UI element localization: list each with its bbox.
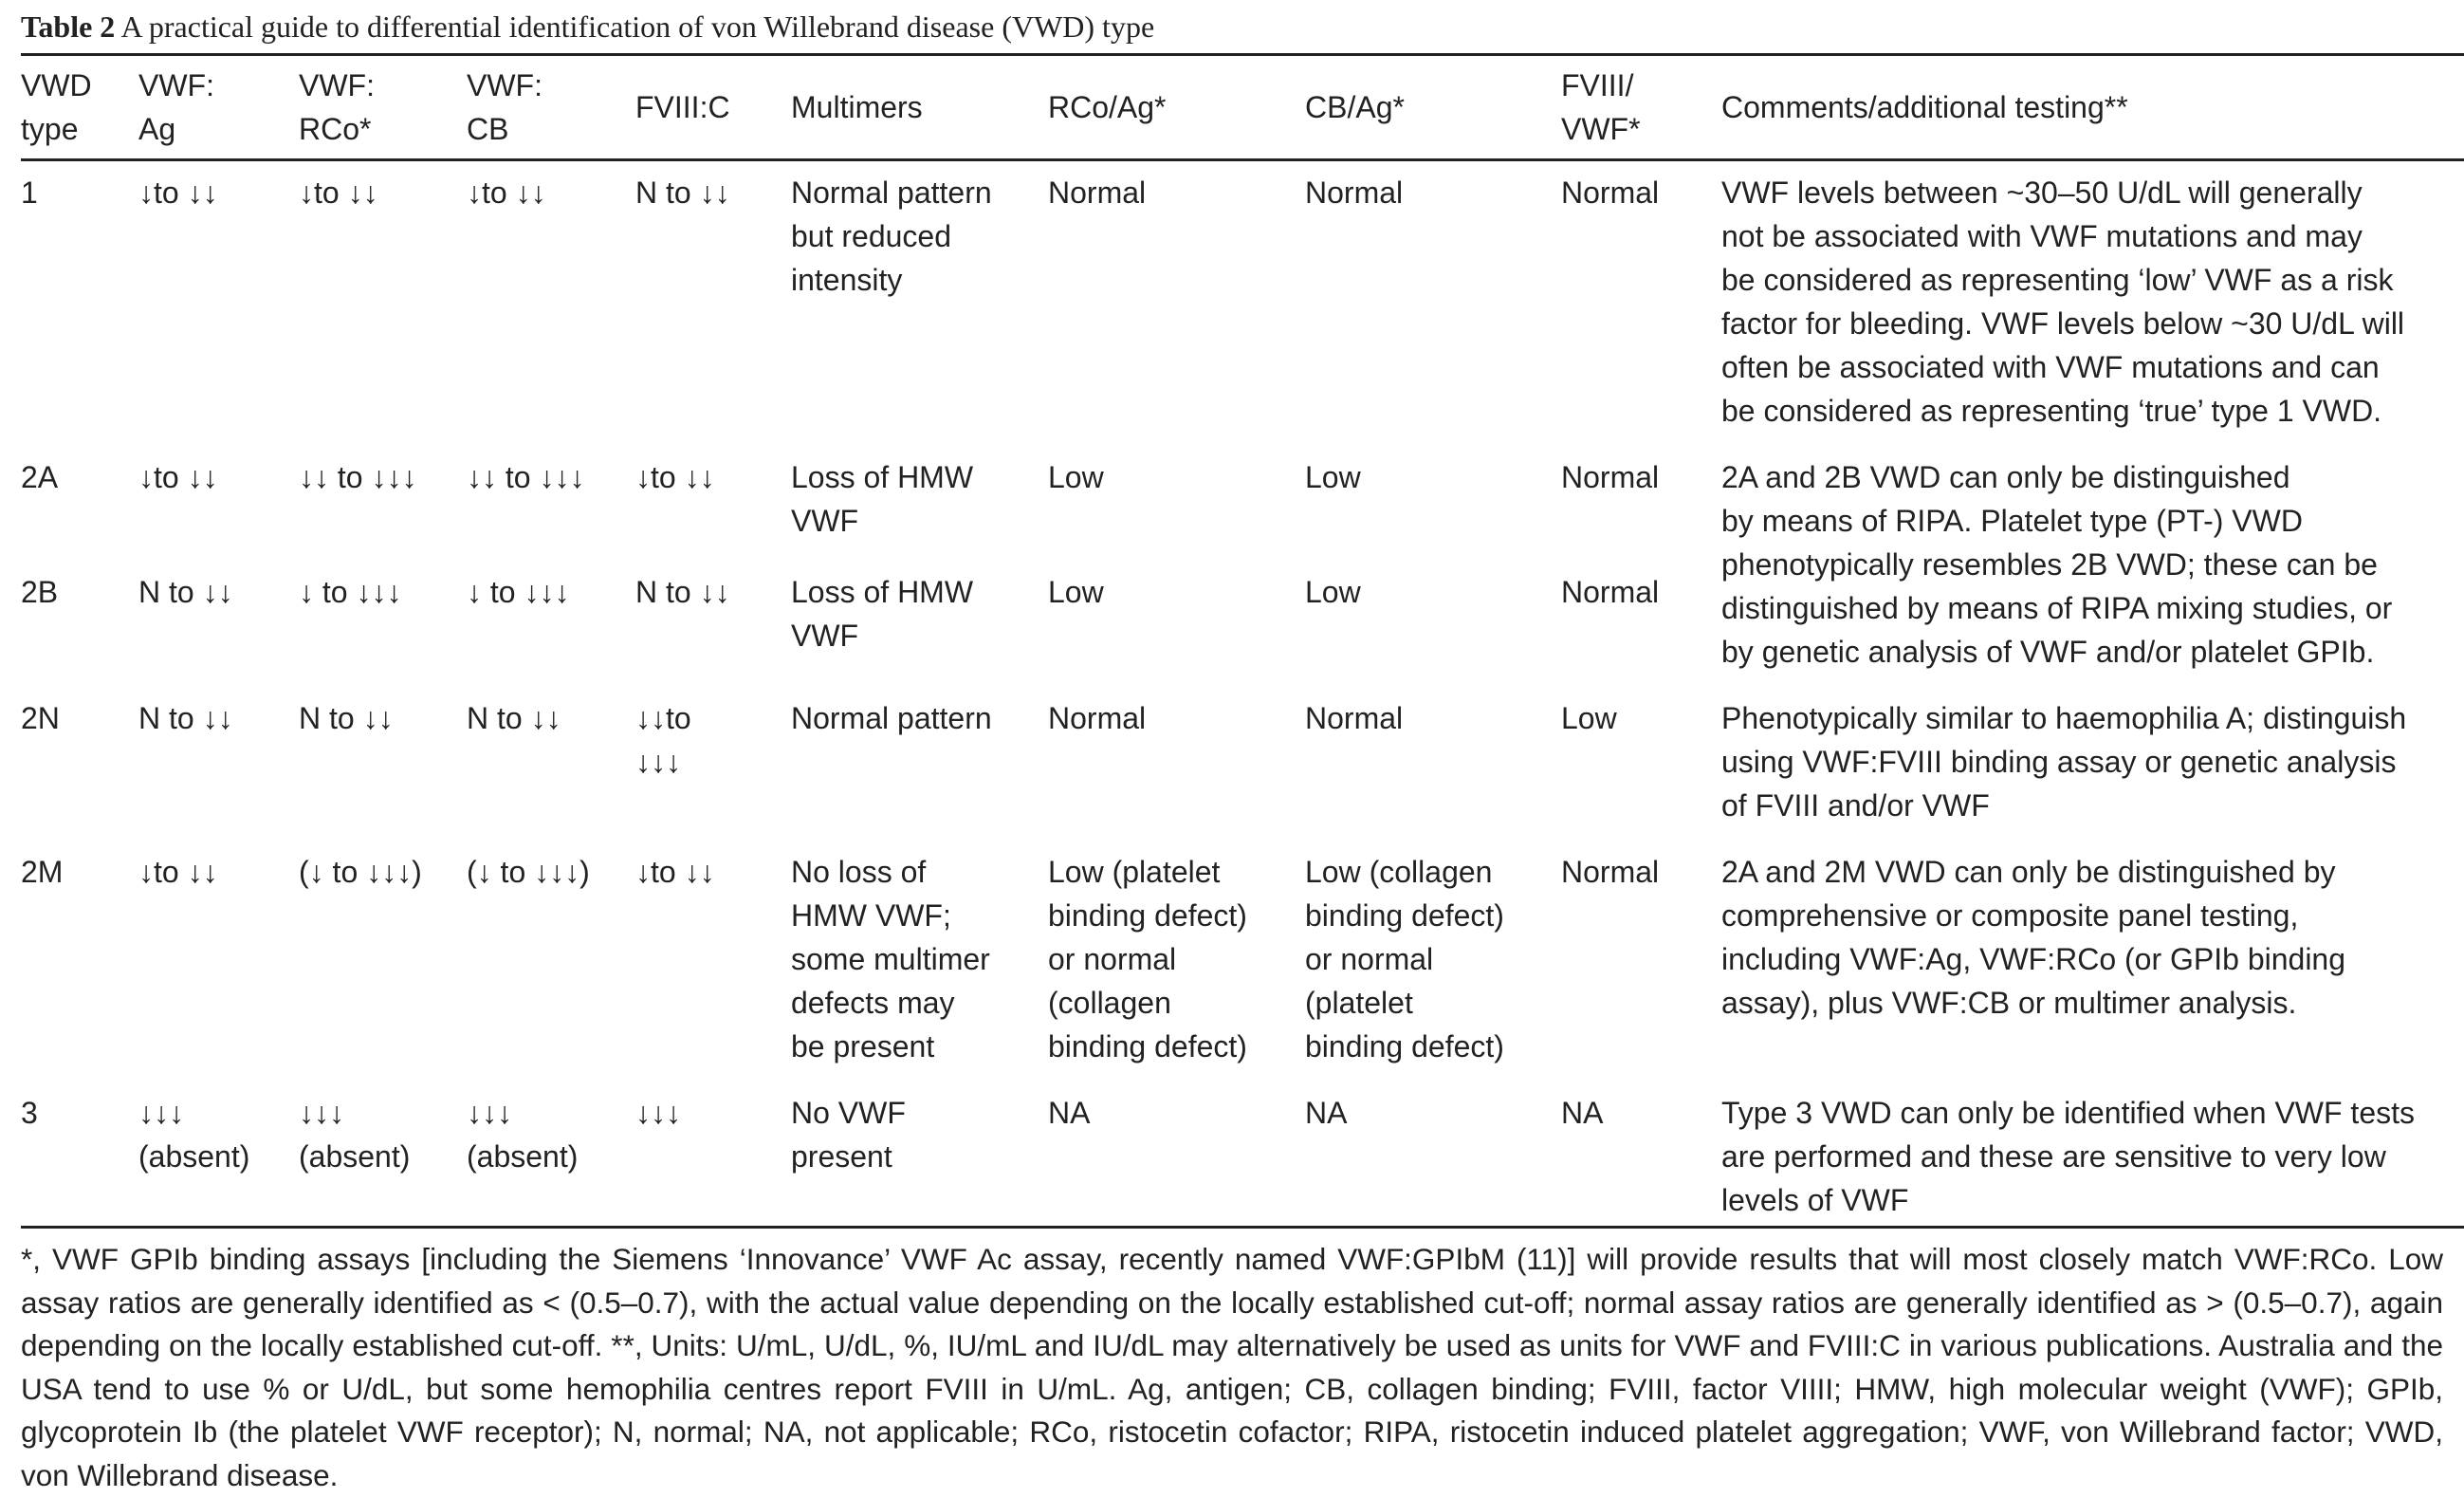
table-caption-text: A practical guide to differential identification of von Willebrand disease (VWD) type	[115, 9, 1155, 44]
cell-cb: ↓↓↓ (absent)	[467, 1096, 579, 1174]
cell-ag: ↓to ↓↓	[138, 460, 218, 494]
table-row	[21, 433, 2464, 561]
cell-fviii: ↓↓to ↓↓↓	[635, 701, 691, 779]
cell-fviii: N to ↓↓	[635, 575, 730, 610]
cell-multimers: Normal pattern	[791, 701, 992, 735]
cell-cb-ag: Low	[1305, 575, 1361, 610]
cell-ag: N to ↓↓	[138, 701, 233, 735]
table-caption-label: Table 2	[21, 9, 116, 44]
cell-rco: ↓↓↓ (absent)	[299, 1096, 411, 1174]
cell-rco-ag: Low (platelet binding defect) or normal (collagen binding defect)	[1048, 855, 1247, 1063]
cell-cb-ag: Low (collagen binding defect) or normal (platelet binding defect)	[1305, 855, 1504, 1063]
cell-ag: ↓to ↓↓	[138, 176, 218, 210]
cell-rco-ag: NA	[1048, 1096, 1091, 1130]
table-row	[21, 827, 2464, 1068]
table-body	[21, 160, 2464, 1228]
table-footnote: *, VWF GPIb binding assays [including the Siemens ‘Innovance’ VWF Ac assay, recently named VWF:GPIbM (11)] will provide results that will most closely match VWF:RCo. Low assay ratios are generally identified as < (0.5–0.7), with the actual value depending on the locally established cut-off; normal assay ratios are generally identified as > (0.5–0.7), again depending on the locally established cut-off. **, Units: U/mL, U/dL, %, IU/mL and IU/dL may alternatively be used as units for VWF and FVIII:C in various publications. Australia and the USA tend to use % or U/dL, but some hemophilia centres report FVIII in U/mL. Ag, antigen; CB, collagen binding; FVIII, factor VIIII; HMW, high molecular weight (VWF); GPIb, glycoprotein Ib (the platelet VWF receptor); N, normal; NA, not applicable; RCo, ristocetin cofactor; RIPA, ristocetin induced platelet aggregation; VWF, von Willebrand factor; VWD, von Willebrand disease.	[21, 1242, 2443, 1492]
cell-fviii-vwf: NA	[1561, 1096, 1604, 1130]
cell-ag: N to ↓↓	[138, 575, 233, 610]
cell-rco: ↓to ↓↓	[299, 176, 378, 210]
cell-rco: ↓↓ to ↓↓↓	[299, 460, 417, 494]
vwd-type-table	[21, 53, 2464, 1229]
cell-fviii-vwf: Normal	[1561, 176, 1660, 210]
header-vwf-ag: VWF: Ag	[138, 68, 214, 146]
cell-type: 2B	[21, 575, 59, 610]
cell-rco-ag: Low	[1048, 575, 1104, 610]
cell-cb: ↓↓ to ↓↓↓	[467, 460, 585, 494]
cell-type: 2M	[21, 855, 64, 889]
table-row	[21, 674, 2464, 827]
cell-rco-ag: Normal	[1048, 701, 1147, 735]
cell-type: 1	[21, 176, 38, 210]
table-row	[21, 160, 2464, 434]
cell-rco-ag: Normal	[1048, 176, 1147, 210]
header-vwf-rco: VWF: RCo*	[299, 68, 375, 146]
cell-fviii: N to ↓↓	[635, 176, 730, 210]
cell-cb: ↓to ↓↓	[467, 176, 546, 210]
header-fviii-c: FVIII:C	[635, 90, 730, 124]
cell-comments: VWF levels between ~30–50 U/dL will generally not be associated with VWF mutations and may be considered as representing ‘low’ VWF as a risk factor for bleeding. VWF levels below ~30 U/dL will often be associated with VWF mutations and can be considered as representing ‘true’ type 1 VWD.	[1721, 176, 2405, 428]
cell-multimers: Loss of HMW VWF	[791, 575, 974, 654]
cell-comments: Phenotypically similar to haemophilia A; distinguish using VWF:FVIII binding assay or genetic analysis of FVIII and/or VWF	[1721, 701, 2407, 823]
header-cb-ag: CB/Ag*	[1305, 90, 1405, 124]
table-row	[21, 1068, 2464, 1228]
header-comments: Comments/additional testing**	[1721, 90, 2128, 124]
cell-cb-ag: Normal	[1305, 701, 1404, 735]
cell-cb: N to ↓↓	[467, 701, 561, 735]
cell-type: 2A	[21, 460, 59, 494]
cell-cb: (↓ to ↓↓↓)	[467, 855, 590, 889]
cell-cb: ↓ to ↓↓↓	[467, 575, 570, 610]
header-vwf-cb: VWF: CB	[467, 68, 542, 146]
cell-cb-ag: Normal	[1305, 176, 1404, 210]
cell-type: 2N	[21, 701, 60, 735]
cell-cb-ag: NA	[1305, 1096, 1348, 1130]
cell-multimers: Loss of HMW VWF	[791, 460, 974, 538]
header-fviii-vwf: FVIII/ VWF*	[1561, 68, 1641, 146]
header-multimers: Multimers	[791, 90, 923, 124]
cell-comments: Type 3 VWD can only be identified when VWF tests are performed and these are sensitive to very low levels of VWF	[1721, 1096, 2415, 1217]
cell-ag: ↓↓↓ (absent)	[138, 1096, 250, 1174]
cell-rco-ag: Low	[1048, 460, 1104, 494]
cell-cb-ag: Low	[1305, 460, 1361, 494]
header-vwd-type: VWD type	[21, 68, 92, 146]
table-caption	[21, 0, 2464, 53]
cell-fviii: ↓to ↓↓	[635, 855, 715, 889]
cell-fviii-vwf: Normal	[1561, 855, 1660, 889]
cell-fviii-vwf: Normal	[1561, 460, 1660, 494]
header-rco-ag: RCo/Ag*	[1048, 90, 1167, 124]
cell-ag: ↓to ↓↓	[138, 855, 218, 889]
cell-multimers: No VWF present	[791, 1096, 906, 1174]
cell-comments: 2A and 2M VWD can only be distinguished by comprehensive or composite panel testing, including VWF:Ag, VWF:RCo (or GPIb binding assay), plus VWF:CB or multimer analysis.	[1721, 855, 2346, 1020]
cell-rco: ↓ to ↓↓↓	[299, 575, 402, 610]
cell-type: 3	[21, 1096, 38, 1130]
document-page	[21, 0, 2464, 1498]
cell-fviii: ↓to ↓↓	[635, 460, 715, 494]
cell-multimers: Normal pattern but reduced intensity	[791, 176, 992, 297]
cell-comments: 2A and 2B VWD can only be distinguished by means of RIPA. Platelet type (PT-) VWD phenotypically resembles 2B VWD; these can be distinguished by means of RIPA mixing studies, or by genetic analysis of VWF and/or platelet GPIb.	[1721, 460, 2393, 669]
cell-fviii-vwf: Low	[1561, 701, 1617, 735]
cell-rco: (↓ to ↓↓↓)	[299, 855, 422, 889]
cell-fviii-vwf: Normal	[1561, 575, 1660, 610]
table-header	[21, 55, 2464, 160]
cell-rco: N to ↓↓	[299, 701, 394, 735]
cell-fviii: ↓↓↓	[635, 1096, 681, 1130]
cell-multimers: No loss of HMW VWF; some multimer defects may be present	[791, 855, 990, 1063]
